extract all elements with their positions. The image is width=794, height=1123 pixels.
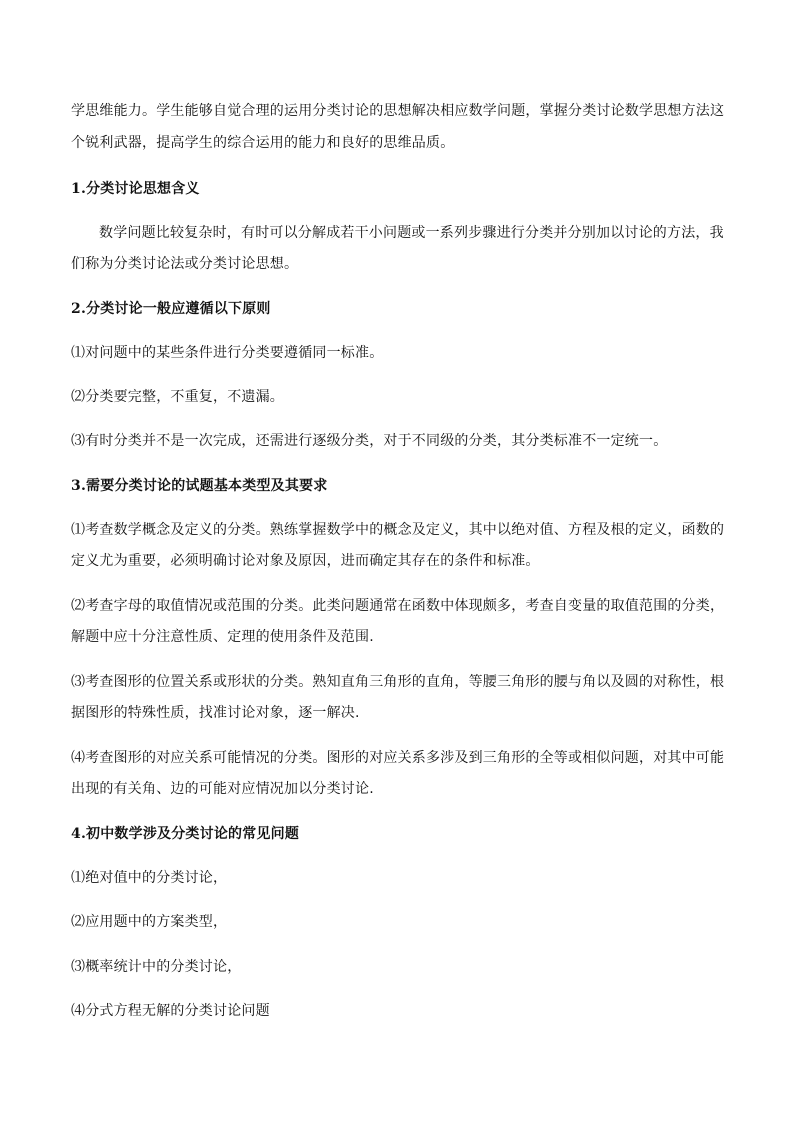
paragraph-line: 数学问题比较复杂时，有时可以分解成若干小问题或一系列步骤进行分类并分别加以讨论的方法，我 <box>99 225 724 241</box>
section-heading: 1.分类讨论思想含义 <box>71 181 200 197</box>
list-item: ⑶考查图形的位置关系或形状的分类。熟知直角三角形的直角，等腰三角形的腰与角以及圆的对称性，根 <box>71 674 725 690</box>
list-item: ⑷考查图形的对应关系可能情况的分类。图形的对应关系多涉及到三角形的全等或相似问题，对其中可能 <box>71 750 725 766</box>
list-item: ⑷分式方程无解的分类讨论问题 <box>71 1003 270 1019</box>
intro-line: 学思维能力。学生能够自觉合理的运用分类讨论的思想解决相应数学问题，掌握分类讨论数学思想方法这 <box>71 103 725 119</box>
list-item: ⑵考查字母的取值情况或范围的分类。此类问题通常在函数中体现颇多，考查自变量的取值范围的分类， <box>71 598 725 614</box>
list-item-continuation: 出现的有关角、边的可能对应情况加以分类讨论. <box>71 781 374 797</box>
list-item: ⑵应用题中的方案类型， <box>71 914 228 930</box>
list-item: ⑴对问题中的某些条件进行分类要遵循同一标准。 <box>71 345 384 361</box>
intro-line: 个锐利武器，提高学生的综合运用的能力和良好的思维品质。 <box>71 135 455 151</box>
list-item: ⑵分类要完整，不重复，不遗漏。 <box>71 389 284 405</box>
list-item: ⑴绝对值中的分类讨论， <box>71 870 228 886</box>
list-item-continuation: 解题中应十分注意性质、定理的使用条件及范围. <box>71 629 374 645</box>
section-heading: 3.需要分类讨论的试题基本类型及其要求 <box>71 478 328 494</box>
list-item: ⑶概率统计中的分类讨论， <box>71 959 242 975</box>
paragraph-line: 们称为分类讨论法或分类讨论思想。 <box>71 256 299 272</box>
section-heading: 4.初中数学涉及分类讨论的常见问题 <box>71 826 300 842</box>
list-item: ⑶有时分类并不是一次完成，还需进行逐级分类，对于不同级的分类，其分类标准不一定统一。 <box>71 433 668 449</box>
section-heading: 2.分类讨论一般应遵循以下原则 <box>71 301 271 317</box>
list-item-continuation: 定义尤为重要，必须明确讨论对象及原因，进而确定其存在的条件和标准。 <box>71 553 540 569</box>
list-item-continuation: 据图形的特殊性质，找准讨论对象，逐一解决. <box>71 705 360 721</box>
list-item: ⑴考查数学概念及定义的分类。熟练掌握数学中的概念及定义，其中以绝对值、方程及根的定义，函数的 <box>71 522 725 538</box>
